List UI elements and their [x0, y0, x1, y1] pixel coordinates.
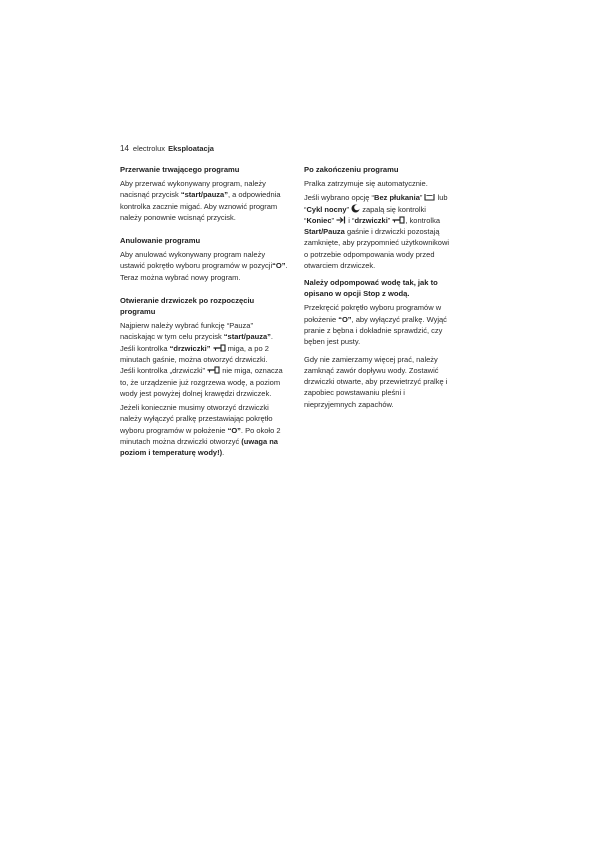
door-key-icon — [392, 216, 405, 224]
paragraph-cancel-program: Aby anulować wykonywany program należy ustawić pokrętło wyboru programów w pozycji“O”. Teraz można wybrać nowy program. — [120, 250, 288, 282]
paragraph-options-indicators: Jeśli wybrano opcję “Bez płukania” lub “Cykl nocny” zapalą się kontrolki “Koniec” i “drzwiczki” , kontrolka Start/Pauza gaśnie i drzwiczki pozostają zamknięte, aby przypomnieć użytkownikowi o potrzebie odpompowania wody przed otwarciem drzwiczek. — [304, 193, 450, 271]
page-number: 14 — [120, 144, 129, 153]
page-header — [120, 144, 214, 154]
paragraph-open-door-1: Najpierw należy wybrać funkcję “Pauza” naciskając w tym celu przycisk “start/pauza”. Jeśli kontrolka “drzwiczki” miga, a po 2 minutach gaśnie, można otworzyć drzwiczki. Jeśli kontrolka „drzwiczki” nie miga, oznacza to, że urządzenie już rozgrzewa wodę, a poziom wody jest powyżej dolnej krawędzi drzwiczek. — [120, 321, 283, 398]
right-column — [304, 164, 452, 422]
no-rinse-tub-icon — [424, 193, 435, 201]
paragraph-close-water-valve: Gdy nie zamierzamy więcej prać, należy zamknąć zawór dopływu wody. Zostawić drzwiczki otwarte, aby przewietrzyć pralkę i zapobiec powstawaniu pleśni i nieprzyjemnych zapachów. — [304, 354, 448, 409]
end-arrow-icon — [336, 216, 346, 224]
paragraph-open-door-2: Jeżeli koniecznie musimy otworzyć drzwiczki należy wyłączyć pralkę przestawiając pokrętło wyboru programów w położenie “O”. Po około 2 minutach można drzwiczki otworzyć (uwaga na poziom i temperaturę wody!). — [120, 403, 281, 458]
heading-after-program: Po zakończeniu programu — [304, 165, 399, 174]
door-key-icon — [213, 344, 226, 352]
section-title: Eksploatacja — [168, 144, 214, 153]
heading-open-door: Otwieranie drzwiczek po rozpoczęciu programu — [120, 296, 255, 317]
heading-pump-water: Należy odpompować wodę tak, jak to opisano w opcji Stop z wodą. — [304, 278, 438, 299]
door-key-icon — [207, 366, 220, 374]
moon-icon — [351, 204, 360, 213]
brand-name: electrolux — [132, 144, 166, 153]
paragraph-stops-automatically: Pralka zatrzymuje się automatycznie. — [304, 179, 428, 188]
paragraph-interrupt-program: Aby przerwać wykonywany program, należy nacisnąć przycisk “start/pauza”, a odpowiednia kontrolka zacznie migać. Aby wznowić program należy ponownie wcisnąć przycisk. — [120, 179, 281, 222]
paragraph-turn-off-washer: Przekręcić pokrętło wyboru programów w położenie “O”, aby wyłączyć pralkę. Wyjąć pranie z bębna i dokładnie sprawdzić, czy bęben jest pusty. — [304, 303, 447, 347]
left-column — [120, 164, 288, 471]
heading-cancel-program: Anulowanie programu — [120, 236, 201, 246]
heading-interrupt-program: Przerwanie trwającego programu — [120, 165, 240, 174]
